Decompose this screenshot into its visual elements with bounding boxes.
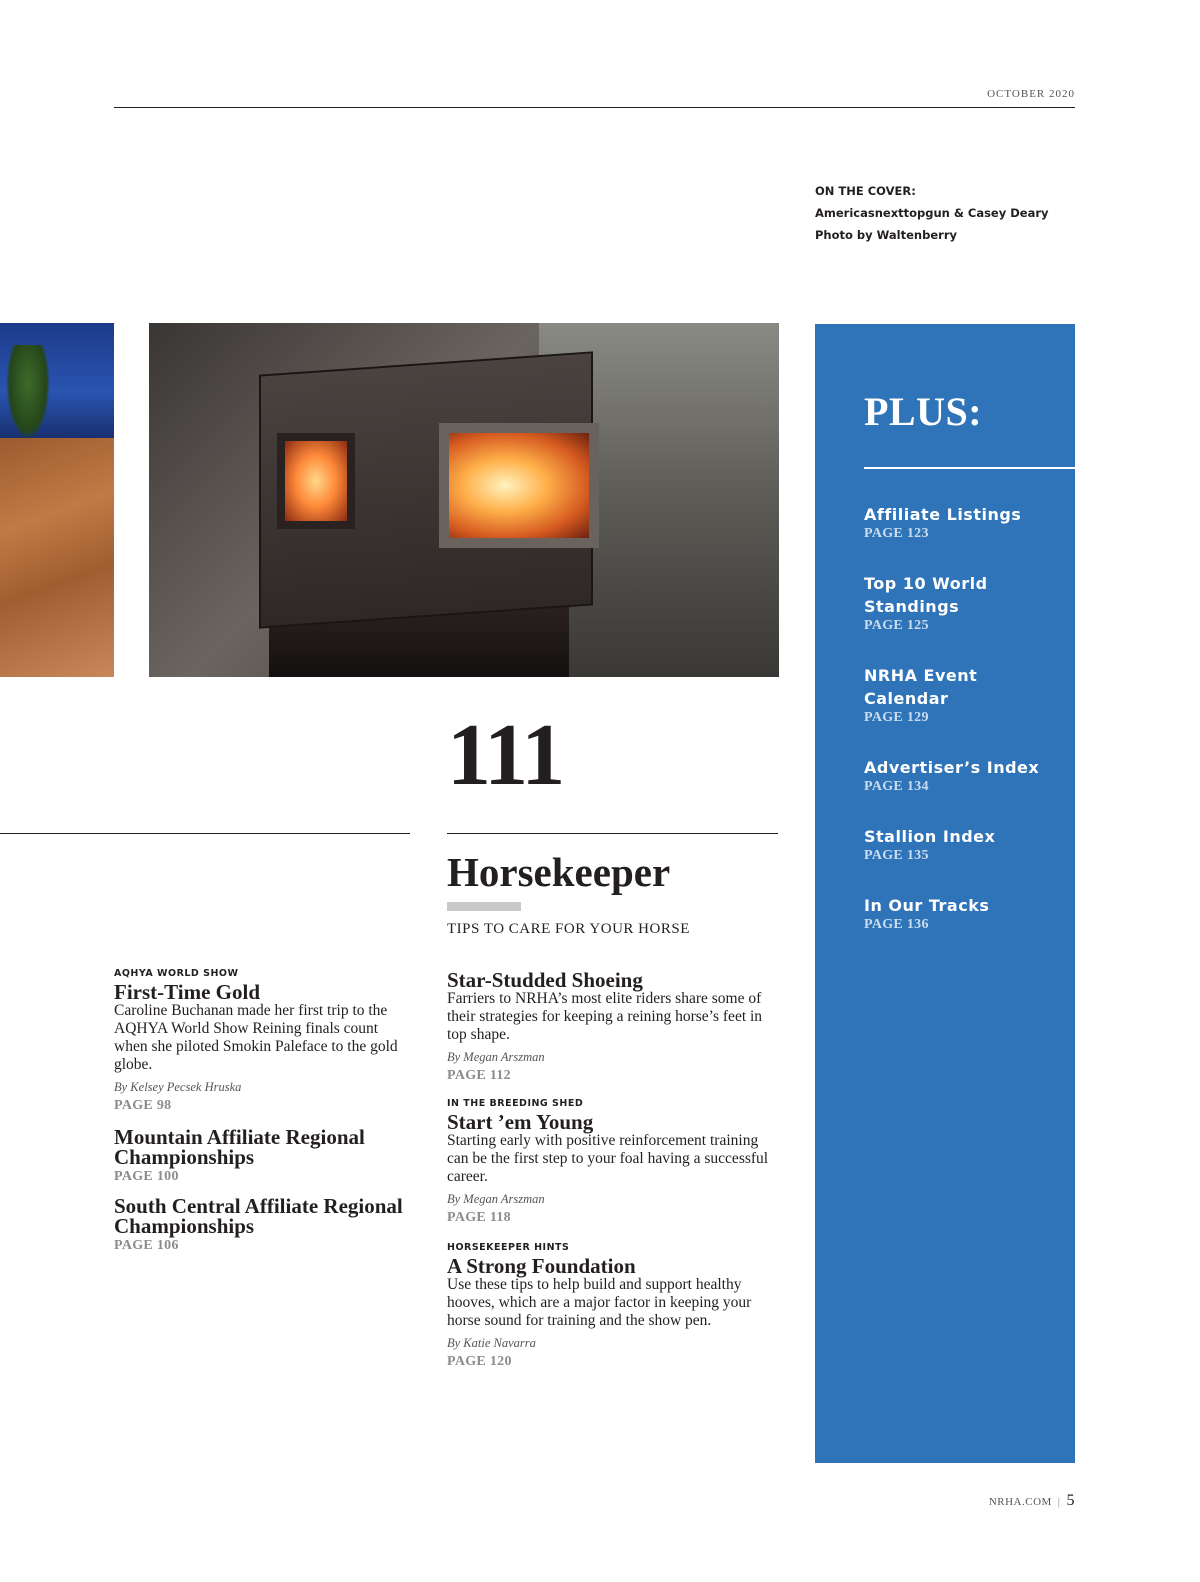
article-byline: By Megan Arszman xyxy=(447,1192,545,1206)
article-description: Farriers to NRHA’s most elite riders share some of their strategies for keeping a reining horse’s feet in top shape. xyxy=(447,990,763,1043)
article-start-em-young[interactable] xyxy=(447,1098,777,1226)
page-footer xyxy=(989,1492,1075,1510)
plus-item-label[interactable]: Affiliate Listings xyxy=(864,505,1022,524)
cover-credit xyxy=(815,180,1049,246)
plus-item-top-10-world-standings[interactable] xyxy=(864,572,1014,634)
plus-item-page: PAGE 125 xyxy=(864,618,929,633)
article-kicker: AQHYA WORLD SHOW xyxy=(114,968,239,979)
plus-item-nrha-event-calendar[interactable] xyxy=(864,664,1004,726)
article-headline[interactable]: South Central Affiliate Regional Championships xyxy=(114,1194,403,1238)
article-byline: By Kelsey Pecsek Hruska xyxy=(114,1080,242,1094)
article-first-time-gold[interactable] xyxy=(114,968,410,1114)
article-byline: By Megan Arszman xyxy=(447,1050,545,1064)
section-accent-bar xyxy=(447,902,521,911)
plus-item-affiliate-listings[interactable] xyxy=(864,503,1064,542)
arena-plant xyxy=(6,345,50,440)
article-page: PAGE 100 xyxy=(114,1169,179,1184)
cover-label: ON THE COVER: xyxy=(815,184,916,198)
plus-item-page: PAGE 129 xyxy=(864,710,929,725)
feature-page-number: 111 xyxy=(447,707,564,804)
header-rule xyxy=(114,107,1075,108)
article-headline[interactable]: Mountain Affiliate Regional Championships xyxy=(114,1125,365,1169)
issue-date: OCTOBER 2020 xyxy=(987,88,1075,100)
article-page: PAGE 106 xyxy=(114,1238,179,1253)
article-kicker: IN THE BREEDING SHED xyxy=(447,1098,584,1109)
article-south-central-affiliate[interactable] xyxy=(114,1196,410,1254)
article-page: PAGE 120 xyxy=(447,1354,512,1369)
plus-item-label[interactable]: Advertiser’s Index xyxy=(864,758,1040,777)
plus-item-label[interactable]: NRHA Event Calendar xyxy=(864,666,978,708)
article-page: PAGE 118 xyxy=(447,1210,511,1225)
section-subtitle: TIPS TO CARE FOR YOUR HORSE xyxy=(447,921,690,937)
plus-item-page: PAGE 134 xyxy=(864,779,929,794)
article-byline: By Katie Navarra xyxy=(447,1336,536,1350)
article-headline[interactable]: First-Time Gold xyxy=(114,980,261,1004)
forge-photo xyxy=(149,323,779,677)
article-description: Starting early with positive reinforcement training can be the first step to your foal having a successful career. xyxy=(447,1132,769,1185)
article-page: PAGE 98 xyxy=(114,1098,172,1113)
article-headline[interactable]: Star-Studded Shoeing xyxy=(447,968,643,992)
plus-item-advertisers-index[interactable] xyxy=(864,756,1064,795)
article-mountain-affiliate[interactable] xyxy=(114,1127,410,1185)
article-page: PAGE 112 xyxy=(447,1068,511,1083)
plus-title: PLUS: xyxy=(864,389,983,434)
plus-item-label[interactable]: In Our Tracks xyxy=(864,896,990,915)
footer-page-number: 5 xyxy=(1066,1492,1075,1509)
arena-dirt xyxy=(0,433,114,677)
plus-item-page: PAGE 123 xyxy=(864,526,929,541)
left-column-rule xyxy=(0,833,410,834)
article-headline[interactable]: A Strong Foundation xyxy=(447,1254,636,1278)
cover-subject: Americasnexttopgun & Casey Deary xyxy=(815,206,1049,220)
plus-rule xyxy=(864,467,1075,469)
plus-item-label[interactable]: Stallion Index xyxy=(864,827,996,846)
article-description: Use these tips to help build and support healthy hooves, which are a major factor in keeping your horse sound for training and the show pen. xyxy=(447,1276,752,1329)
article-headline[interactable]: Start ’em Young xyxy=(447,1110,594,1134)
footer-site[interactable]: NRHA.COM xyxy=(988,1496,1052,1508)
plus-item-label[interactable]: Top 10 World Standings xyxy=(864,574,988,616)
forge-main-door xyxy=(439,423,599,548)
plus-item-page: PAGE 136 xyxy=(864,917,929,932)
mid-column-rule xyxy=(447,833,778,834)
article-strong-foundation[interactable] xyxy=(447,1242,777,1370)
plus-item-page: PAGE 135 xyxy=(864,848,929,863)
article-kicker: HORSEKEEPER HINTS xyxy=(447,1242,570,1253)
plus-item-in-our-tracks[interactable] xyxy=(864,894,1064,933)
footer-separator: | xyxy=(1057,1496,1061,1508)
forge-small-door xyxy=(277,433,355,529)
article-description: Caroline Buchanan made her first trip to the AQHYA World Show Reining finals count when she piloted Smokin Paleface to the gold globe. xyxy=(114,1002,398,1073)
arena-photo xyxy=(0,323,114,677)
article-star-studded-shoeing[interactable] xyxy=(447,970,777,1084)
section-title: Horsekeeper xyxy=(447,849,671,895)
plus-item-stallion-index[interactable] xyxy=(864,825,1064,864)
cover-photo-credit: Photo by Waltenberry xyxy=(815,228,957,242)
